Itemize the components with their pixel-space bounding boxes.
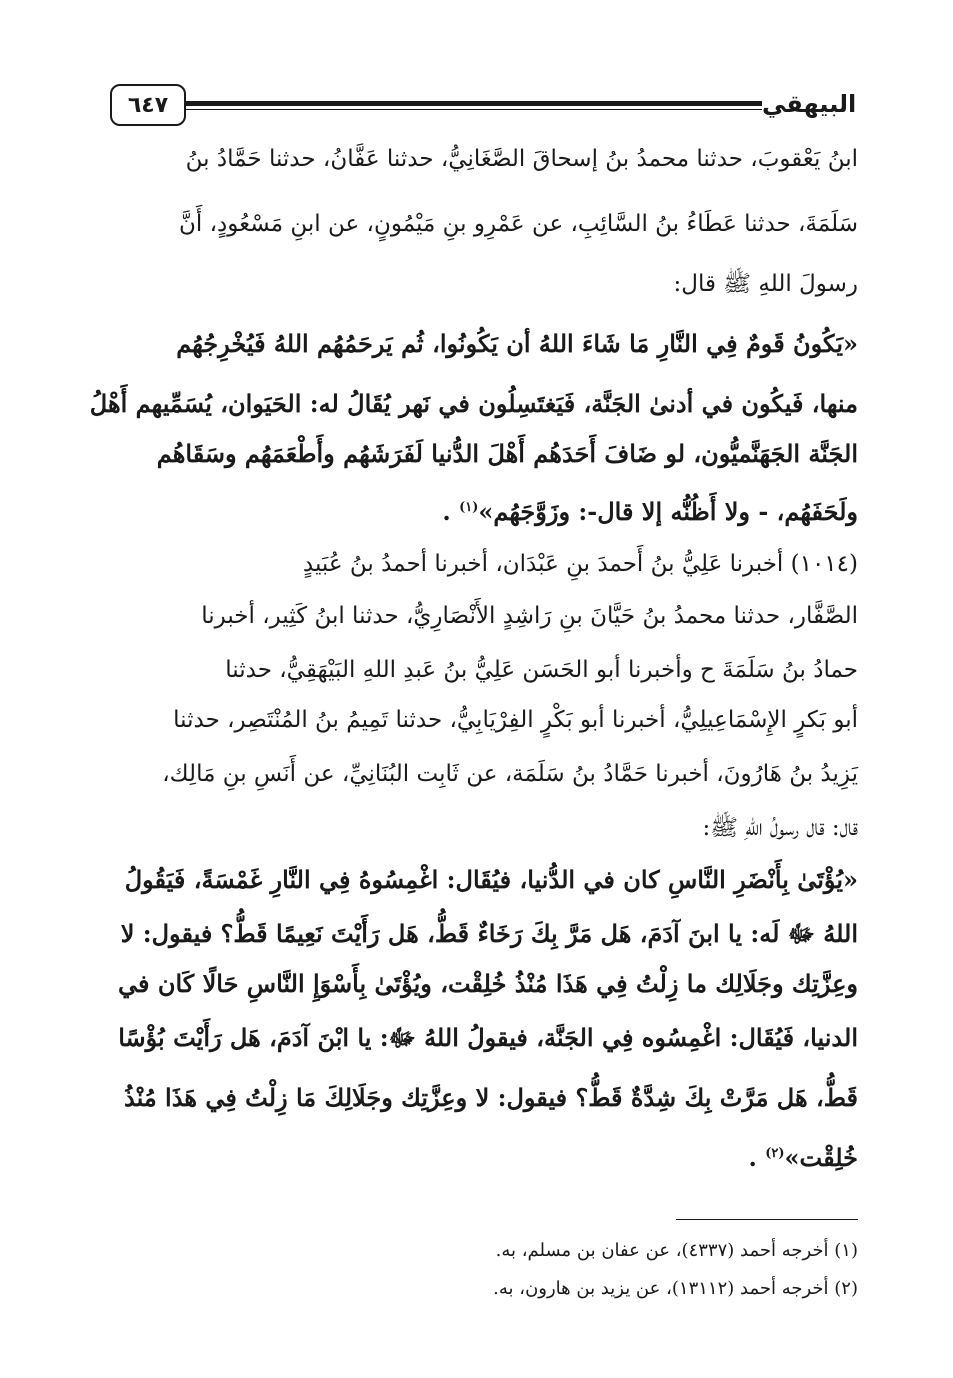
hadith-line: «يُؤْتَىٰ بِأَنْضَرِ النَّاسِ كان في الدُّنيا، فيُقَال: اغْمِسُوهُ فِي النَّارِ غَمْسَةً، فَيَقُولُ: [124, 865, 858, 894]
text-line: حمادُ بنُ سَلَمَةَ ح وأخبرنا أبو الحَسَن عَلِيُّ بنُ عَبدِ اللهِ البَيْهَقِيُّ، حدثنا: [225, 657, 858, 683]
full-stop: .: [442, 497, 460, 526]
hadith-text: خُلِقْت»: [784, 1143, 858, 1172]
text-line: يَزِيدُ بنُ هَارُونَ، أخبرنا حَمَّادُ بنُ سَلَمَة، عن ثَابِت البُنَانِيِّ، عن أَنَسِ بنِ مَالِك،: [162, 761, 858, 787]
page-number: ٦٤٧: [110, 84, 186, 126]
header-rule-thin: [184, 109, 762, 110]
footnote-2: (٢) أخرجه أحمد (١٣١١٢)، عن يزيد بن هارون، به.: [493, 1278, 858, 1299]
hadith-line: «يَكُونُ قَومٌ فِي النَّارِ مَا شَاءَ اللهُ أن يَكُونُوا، ثُم يَرحَمُهُم اللهُ فَيُخْرِجُهُم: [176, 329, 858, 358]
hadith-line: قَطُّ، هَل مَرَّتْ بِكَ شِدَّةٌ قَطُّ؟ فيقول: لا وعِزَّتِك وجَلَالِكَ مَا زِلْتُ فِي هَذَا مُنْذُ: [124, 1083, 858, 1112]
text-line: أبو بَكرٍ الإِسْمَاعِيلِيُّ، أخبرنا أبو بَكْرٍ الفِرْيَابِيُّ، حدثنا تَمِيمُ بنُ المُنْتَصِر، حدثنا: [173, 707, 858, 733]
footnote-1: (١) أخرجه أحمد (٤٣٣٧)، عن عفان بن مسلم، به.: [495, 1240, 858, 1261]
hadith-line: اللهُ ﷻ لَه: يا ابنَ آدَمَ، هَل مَرَّ بِكَ رَخَاءٌ قَطُّ، هَل رَأَيْتَ نَعِيمًا قَطُّ؟ فيقول: لا: [120, 919, 858, 948]
full-stop: .: [748, 1143, 766, 1172]
footnote-ref: (٢): [765, 1146, 785, 1161]
text-line: الصَّفَّار، حدثنا محمدُ بنُ حَيَّانَ بنِ رَاشِدٍ الأَنْصَارِيُّ، حدثنا ابنُ كَثِير، أخبرنا: [201, 603, 858, 629]
text-line: قال: قال رسولُ اللهِ ﷺ:: [702, 815, 858, 841]
hadith-line: الدنيا، فَيُقَال: اغْمِسُوه فِي الجَنَّة، فيقولُ اللهُ ﷻ: يا ابْنَ آدَمَ، هَل رَأَيْتَ بُؤْسًا: [118, 1023, 858, 1052]
text-line: سَلَمَةَ، حدثنا عَطَاءُ بنُ السَّائِبِ، عن عَمْرِو بنِ مَيْمُونٍ، عن ابنِ مَسْعُودٍ، أَنَّ: [179, 211, 858, 237]
text-line: ابنُ يَعْقوبَ، حدثنا محمدُ بنُ إسحاقَ الصَّغَانِيُّ، حدثنا عَفَّانُ، حدثنا حَمَّادُ بنُ: [185, 146, 858, 172]
header-rule: [184, 101, 762, 106]
hadith-text: ولَحَفَهُم، - ولا أَظُنُّه إلا قال-: وزَوَّجَهُم»: [478, 497, 858, 526]
text-line: رسولَ اللهِ ﷺ قال:: [673, 271, 858, 297]
hadith-line: الجَنَّة الجَهَنَّميُّون، لو ضَافَ أَحَدَهُم أَهْلَ الدُّنيا لَفَرَشَهُم وأَطْعَمَهُم وسَقَاهُم: [156, 439, 858, 468]
running-title: البيهقي: [762, 90, 857, 118]
page-header: [110, 84, 862, 130]
hadith-line-last: [108, 492, 858, 528]
hadith-line-last: [108, 1138, 858, 1174]
footnote-ref: (١): [459, 500, 479, 515]
text-line: (١٠١٤) أخبرنا عَلِيُّ بنُ أَحمدَ بنِ عَبْدَان، أخبرنا أحمدُ بنُ عُبَيدٍ: [302, 551, 858, 577]
hadith-line: منها، فَيكُون في أدنىٰ الجَنَّة، فَيَغتَسِلُون في نَهر يُقَالُ له: الحَيَوان، يُسَمِّيهم أَهْلُ: [89, 389, 858, 418]
hadith-line: وعِزَّتِك وجَلَالِك ما زِلْتُ فِي هَذَا مُنْذُ خُلِقْت، ويُؤْتَىٰ بِأَسْوَإِ النَّاسِ حَالًا كَان في: [118, 969, 858, 998]
footnote-divider: [676, 1219, 858, 1220]
